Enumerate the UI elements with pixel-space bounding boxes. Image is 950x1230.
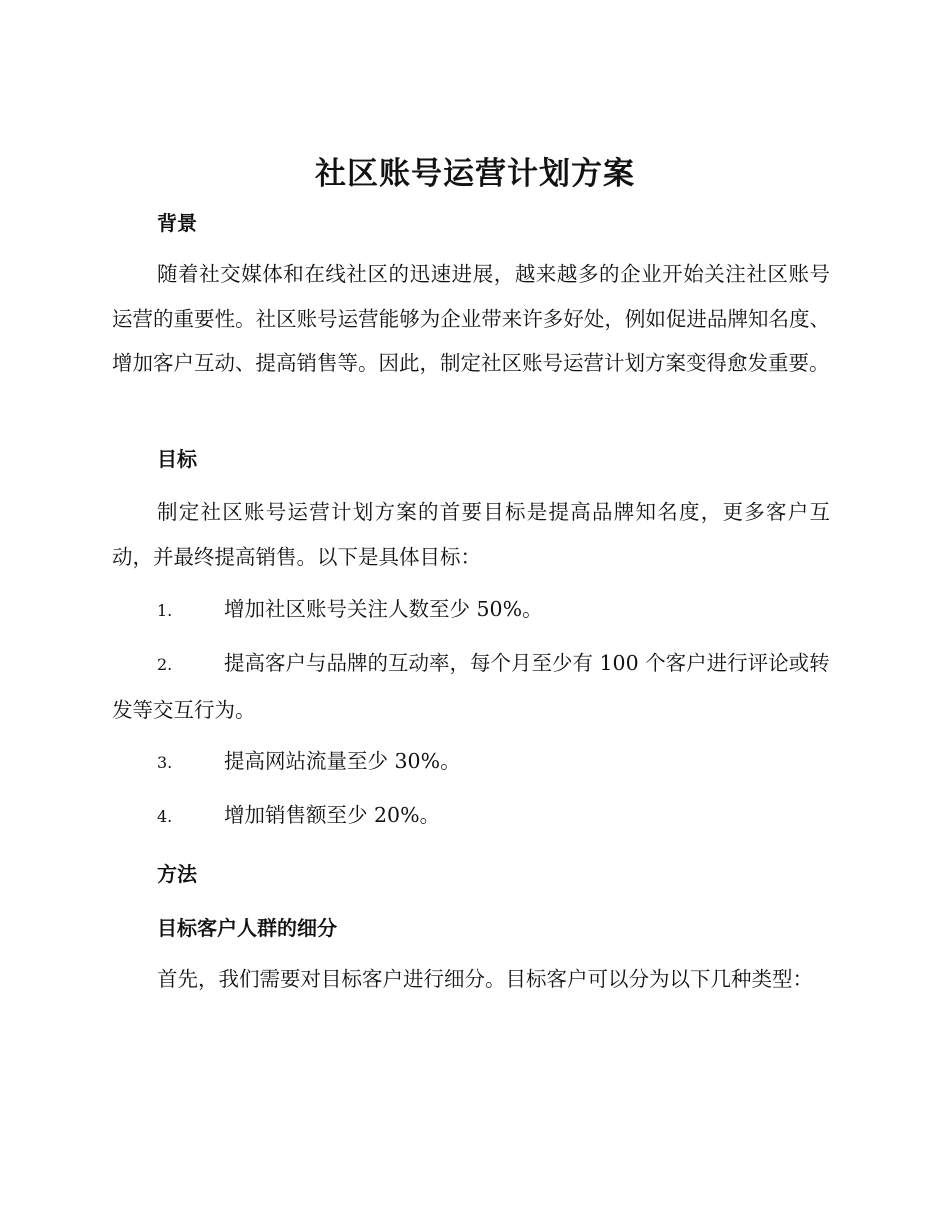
goal-item-text: 增加销售额至少 20%。: [224, 803, 441, 827]
goal-item-text: 增加社区账号关注人数至少 50%。: [224, 597, 543, 621]
document-title: 社区账号运营计划方案: [315, 156, 635, 192]
goal-item-2: [112, 641, 830, 732]
goal-item-number: 3.: [157, 753, 173, 772]
heading-goals: 目标: [157, 447, 197, 471]
heading-methods: 方法: [157, 862, 197, 886]
goal-item-1: [112, 587, 830, 634]
goal-item-3: [112, 739, 830, 786]
goal-item-text: 提高客户与品牌的互动率，每个月至少有 100 个客户进行评论或转发等交互行为。: [112, 651, 830, 722]
heading-background: 背景: [157, 211, 197, 235]
goal-item-4: [112, 793, 830, 840]
paragraph-background: 随着社交媒体和在线社区的迅速进展，越来越多的企业开始关注社区账号运营的重要性。社区账号运营能够为企业带来许多好处，例如促进品牌知名度、增加客户互动、提高销售等。因此，制定社区账号运营计划方案变得愈发重要。: [112, 262, 830, 375]
subheading-customer-segmentation: 目标客户人群的细分: [157, 916, 337, 940]
goal-item-number: 4.: [157, 807, 173, 826]
goal-item-number: 2.: [157, 655, 173, 674]
goal-item-text: 提高网站流量至少 30%。: [224, 749, 461, 773]
paragraph-goals: 制定社区账号运营计划方案的首要目标是提高品牌知名度，更多客户互动，并最终提高销售。以下是具体目标：: [112, 500, 830, 569]
paragraph-customer-segmentation: 首先，我们需要对目标客户进行细分。目标客户可以分为以下几种类型：: [157, 967, 813, 991]
goal-item-number: 1.: [157, 601, 173, 620]
